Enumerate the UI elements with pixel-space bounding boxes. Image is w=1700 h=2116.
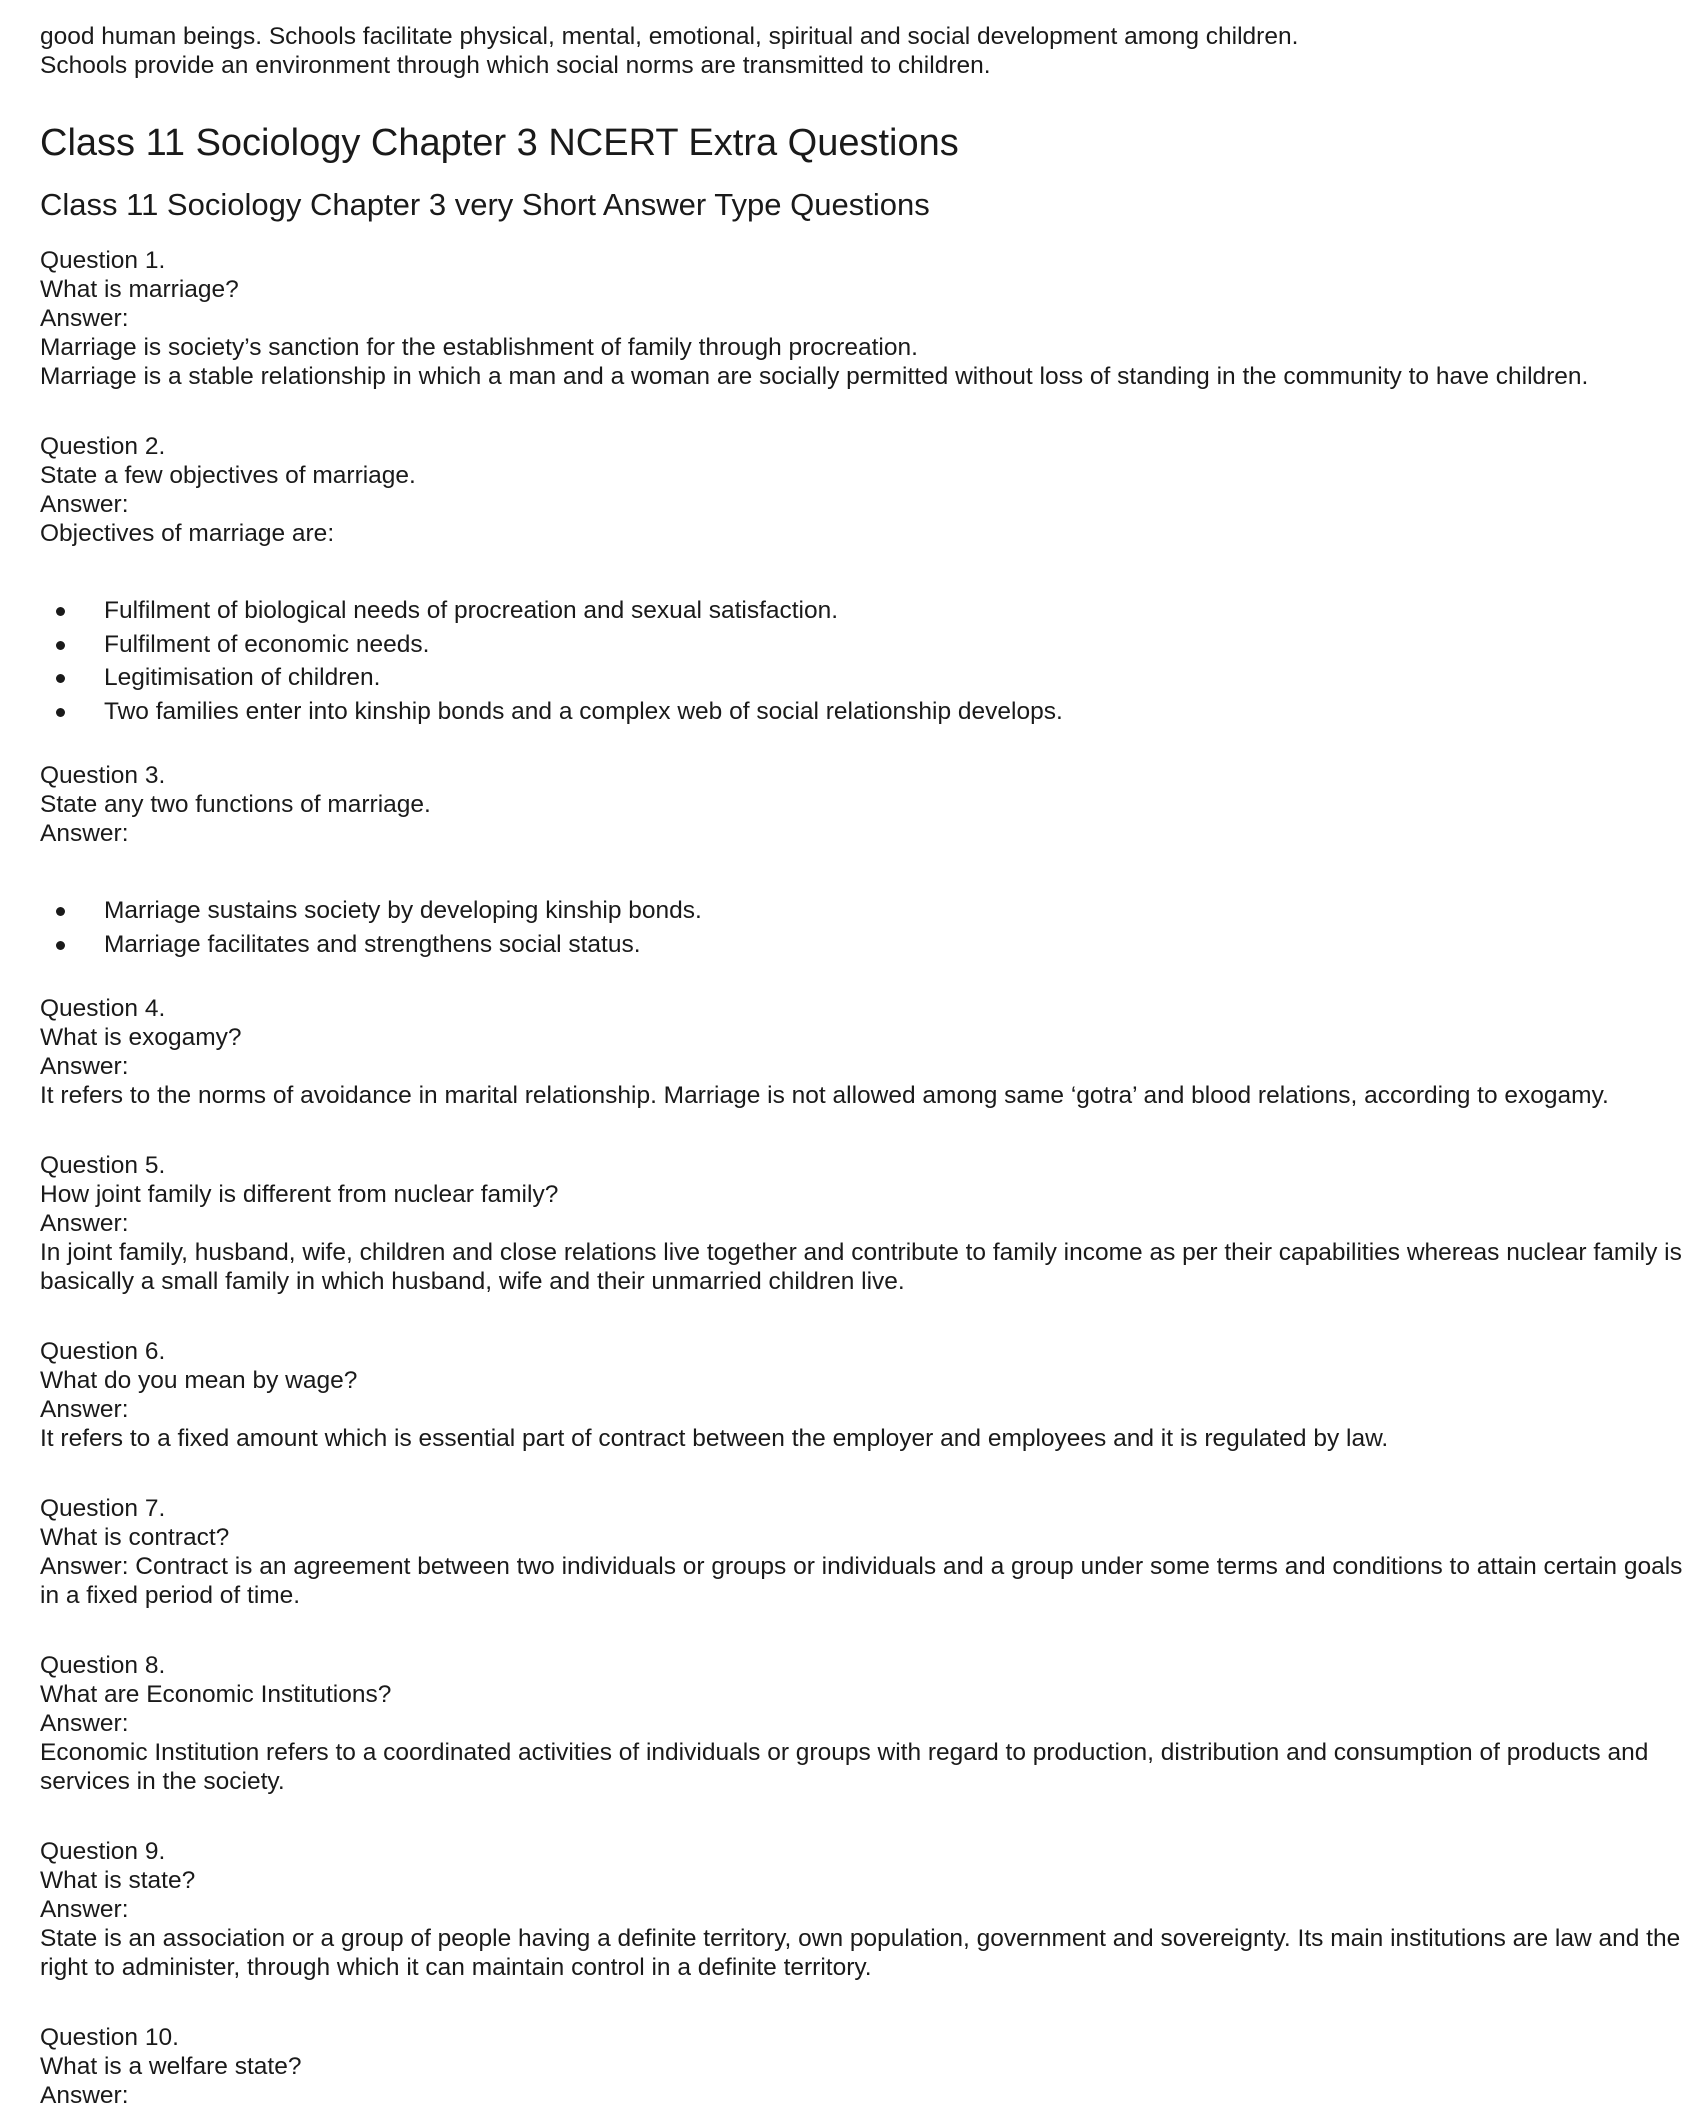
- question-text: What do you mean by wage?: [40, 1367, 358, 1394]
- question-number: Question 4.: [40, 995, 166, 1022]
- intro-paragraph: [40, 22, 1700, 80]
- question-block-10: [40, 2023, 1700, 2110]
- answer-label: Answer:: [40, 1053, 129, 1080]
- question-number: Question 10.: [40, 2024, 179, 2051]
- bullet-icon: [56, 641, 65, 650]
- bullet-icon: [56, 708, 65, 717]
- question-number: Question 9.: [40, 1838, 166, 1865]
- list-item-text: Marriage facilitates and strengthens social status.: [104, 930, 641, 958]
- bullet-icon: [56, 907, 65, 916]
- answer-text: Objectives of marriage are:: [40, 520, 335, 547]
- question-block-8: [40, 1651, 1700, 1796]
- question-number: Question 7.: [40, 1495, 166, 1522]
- list-item-text: Fulfilment of economic needs.: [104, 630, 430, 658]
- question-block-3: [40, 761, 1700, 961]
- list-item-text: Marriage sustains society by developing kinship bonds.: [104, 897, 702, 924]
- question-text: State any two functions of marriage.: [40, 791, 431, 818]
- question-block-4: [40, 994, 1700, 1110]
- question-block-7: [40, 1494, 1700, 1610]
- list-item: [40, 661, 1700, 695]
- list-item: [40, 928, 1700, 962]
- question-number: Question 1.: [40, 247, 166, 274]
- question-text: What is exogamy?: [40, 1024, 242, 1051]
- answer-label: Answer:: [40, 2082, 129, 2109]
- answer-label: Answer:: [40, 305, 129, 332]
- question-text: What is a welfare state?: [40, 2053, 302, 2080]
- answer-label: Answer:: [40, 1710, 129, 1737]
- list-item: [40, 695, 1700, 729]
- question-text: What are Economic Institutions?: [40, 1681, 392, 1708]
- question-block-6: [40, 1337, 1700, 1453]
- bullet-icon: [56, 674, 65, 683]
- page-title: Class 11 Sociology Chapter 3 NCERT Extra Questions: [40, 122, 959, 164]
- answer-text: It refers to the norms of avoidance in marital relationship. Marriage is not allowed among same ‘gotra’ and blood relations, according to exogamy.: [40, 1082, 1609, 1109]
- answer-text: In joint family, husband, wife, children and close relations live together and contribute to family income as per their capabilities whereas nuclear family is basically a small family in which husband, wife and their unmarried children live.: [40, 1239, 1682, 1295]
- answer-text: It refers to a fixed amount which is essential part of contract between the employer and employees and it is regulated by law.: [40, 1425, 1389, 1452]
- question-number: Question 3.: [40, 762, 166, 789]
- list-item-text: Legitimisation of children.: [104, 664, 381, 691]
- section-subtitle: Class 11 Sociology Chapter 3 very Short Answer Type Questions: [40, 187, 930, 222]
- question-text: What is state?: [40, 1867, 196, 1894]
- answer-label: Answer:: [40, 1896, 129, 1923]
- intro-line: Schools provide an environment through which social norms are transmitted to children.: [40, 52, 991, 79]
- answer-label: Answer:: [40, 820, 129, 847]
- answer-text: Answer: Contract is an agreement between two individuals or groups or individuals and a group under some terms and conditions to attain certain goals in a fixed period of time.: [40, 1553, 1683, 1609]
- answer-text: State is an association or a group of people having a definite territory, own population, government and sovereignty. Its main institutions are law and the right to administer, through which it can maintain control in a definite territory.: [40, 1925, 1681, 1981]
- question-number: Question 8.: [40, 1652, 166, 1679]
- list-item-text: Fulfilment of biological needs of procreation and sexual satisfaction.: [104, 597, 839, 624]
- question-text: What is marriage?: [40, 276, 239, 303]
- bullet-icon: [56, 607, 65, 616]
- intro-line: good human beings. Schools facilitate physical, mental, emotional, spiritual and social development among children.: [40, 23, 1299, 50]
- bullet-icon: [56, 941, 65, 950]
- question-block-5: [40, 1151, 1700, 1296]
- question-text: State a few objectives of marriage.: [40, 462, 416, 489]
- list-item-text: Two families enter into kinship bonds and a complex web of social relationship develops.: [104, 697, 1063, 725]
- answer-label: Answer:: [40, 491, 129, 518]
- list-item: [40, 594, 1700, 628]
- list-item: [40, 628, 1700, 662]
- question-number: Question 2.: [40, 433, 166, 460]
- answer-text: Marriage is society’s sanction for the establishment of family through procreation.: [40, 334, 918, 361]
- answer-label: Answer:: [40, 1210, 129, 1237]
- answer-text: Economic Institution refers to a coordinated activities of individuals or groups with regard to production, distribution and consumption of products and services in the society.: [40, 1739, 1649, 1795]
- question-number: Question 6.: [40, 1338, 166, 1365]
- question-text: What is contract?: [40, 1524, 230, 1551]
- question-block-9: [40, 1837, 1700, 1982]
- question-block-1: [40, 246, 1700, 391]
- answer-text: Marriage is a stable relationship in which a man and a woman are socially permitted without loss of standing in the community to have children.: [40, 363, 1589, 390]
- answer-label: Answer:: [40, 1396, 129, 1423]
- question-number: Question 5.: [40, 1152, 166, 1179]
- question-text: How joint family is different from nuclear family?: [40, 1181, 559, 1208]
- question-block-2: [40, 432, 1700, 728]
- bullet-list: [40, 894, 1700, 961]
- list-item: [40, 894, 1700, 928]
- bullet-list: [40, 594, 1700, 728]
